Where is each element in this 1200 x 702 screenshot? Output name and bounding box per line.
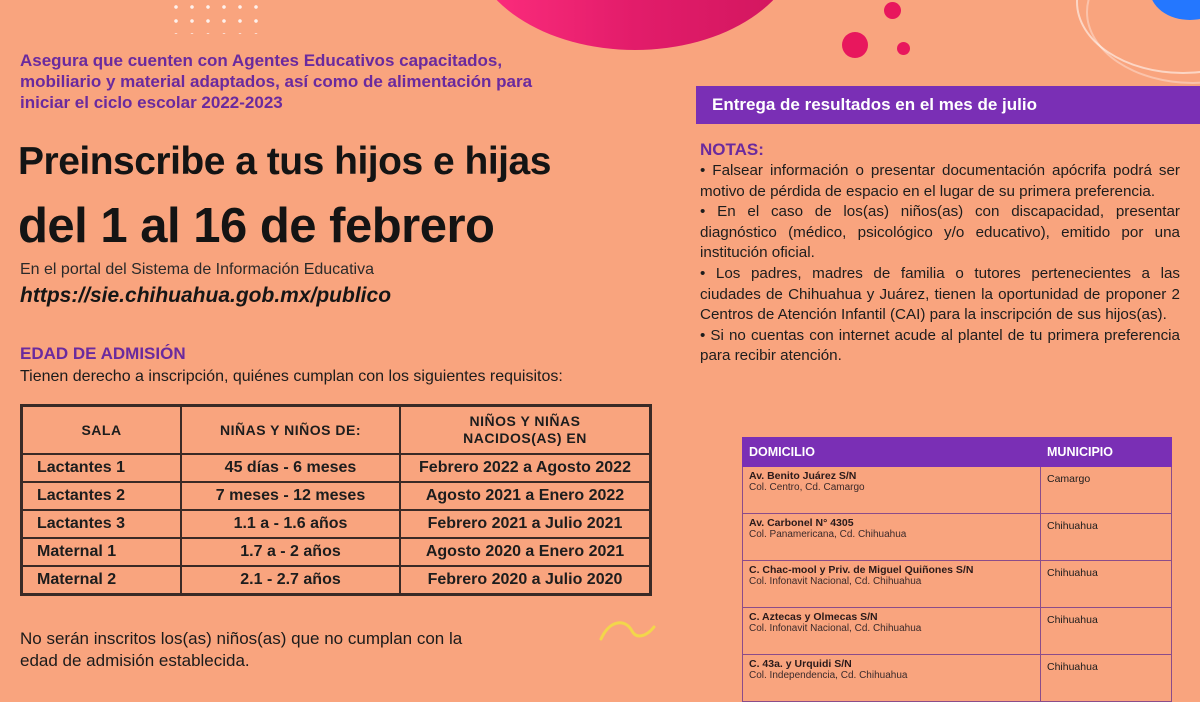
- table-row: [743, 514, 1172, 561]
- dot-grid-decoration: [168, 0, 258, 34]
- pink-dot-decoration: [897, 42, 910, 55]
- admission-note: [20, 628, 580, 672]
- cell-domicilio: [743, 514, 1041, 561]
- admission-title: EDAD DE ADMISIÓN: [20, 344, 186, 363]
- table-row: [22, 566, 651, 595]
- cell-edad: 45 días - 6 meses: [181, 454, 400, 482]
- table-row: [743, 561, 1172, 608]
- cell-sala: Lactantes 1: [22, 454, 182, 482]
- cell-nacidos: Febrero 2022 a Agosto 2022: [400, 454, 651, 482]
- admission-note-line: No serán inscritos los(as) niños(as) que no cumplan con la: [20, 629, 463, 648]
- cell-edad: 1.1 a - 1.6 años: [181, 510, 400, 538]
- admission-table: [20, 404, 652, 596]
- cell-domicilio: [743, 561, 1041, 608]
- table-row: [22, 538, 651, 566]
- cell-nacidos: Agosto 2021 a Enero 2022: [400, 482, 651, 510]
- admission-note-line: edad de admisión establecida.: [20, 651, 250, 670]
- cell-sala: Maternal 1: [22, 538, 182, 566]
- header-sala: SALA: [22, 406, 182, 455]
- address-colonia: Col. Infonavit Nacional, Cd. Chihuahua: [749, 623, 922, 634]
- cell-nacidos: Agosto 2020 a Enero 2021: [400, 538, 651, 566]
- header-nacidos: NIÑOS Y NIÑAS NACIDOS(AS) EN: [400, 406, 651, 455]
- address-street: Av. Carbonel N° 4305: [749, 517, 854, 529]
- cell-domicilio: [743, 467, 1041, 514]
- nota-item: • En el caso de los(as) niños(as) con discapacidad, presentar diagnóstico (médico, psicológico y/o educativo), emitido por una institución oficial.: [700, 203, 1180, 262]
- header-municipio: MUNICIPIO: [1041, 438, 1172, 467]
- address-colonia: Col. Centro, Cd. Camargo: [749, 482, 865, 493]
- ring-decoration: [1086, 0, 1200, 84]
- table-row: [22, 482, 651, 510]
- table-row: [743, 655, 1172, 702]
- intro-text: [20, 50, 660, 113]
- blue-blob-decoration: [1150, 0, 1200, 20]
- table-header-row: [743, 438, 1172, 467]
- address-street: C. Chac-mool y Priv. de Miguel Quiñones S/N: [749, 564, 974, 576]
- cell-nacidos: Febrero 2020 a Julio 2020: [400, 566, 651, 595]
- cell-edad: 2.1 - 2.7 años: [181, 566, 400, 595]
- cell-sala: Lactantes 2: [22, 482, 182, 510]
- address-street: Av. Benito Juárez S/N: [749, 470, 857, 482]
- cell-sala: Maternal 2: [22, 566, 182, 595]
- admission-subtitle: Tienen derecho a inscripción, quiénes cumplan con los siguientes requisitos:: [20, 368, 563, 385]
- cell-edad: 7 meses - 12 meses: [181, 482, 400, 510]
- nota-item: • Si no cuentas con internet acude al plantel de tu primera preferencia para recibir atención.: [700, 326, 1180, 365]
- notas-list: [700, 161, 1180, 367]
- intro-line: iniciar el ciclo escolar 2022-2023: [20, 93, 283, 112]
- cell-municipio: Chihuahua: [1041, 608, 1172, 655]
- cell-domicilio: [743, 608, 1041, 655]
- ring-decoration: [1076, 0, 1200, 74]
- address-street: C. Aztecas y Olmecas S/N: [749, 611, 878, 623]
- cell-municipio: Chihuahua: [1041, 561, 1172, 608]
- table-row: [22, 454, 651, 482]
- header-domicilio: DOMICILIO: [743, 438, 1041, 467]
- address-colonia: Col. Panamericana, Cd. Chihuahua: [749, 529, 907, 540]
- pink-dot-decoration: [842, 32, 868, 58]
- intro-line: mobiliario y material adaptados, así como de alimentación para: [20, 72, 533, 91]
- cell-domicilio: [743, 655, 1041, 702]
- domicilios-table: [742, 437, 1172, 702]
- cell-municipio: Chihuahua: [1041, 655, 1172, 702]
- portal-text: En el portal del Sistema de Información Educativa: [20, 261, 374, 278]
- pink-dot-decoration: [884, 2, 901, 19]
- notas-title: NOTAS:: [700, 140, 764, 159]
- results-bar: Entrega de resultados en el mes de julio: [696, 86, 1200, 124]
- address-colonia: Col. Infonavit Nacional, Cd. Chihuahua: [749, 576, 922, 587]
- nota-item: • Falsear información o presentar documentación apócrifa podrá ser motivo de pérdida de espacio en el lugar de su primera preferencia.: [700, 162, 1180, 200]
- cell-sala: Lactantes 3: [22, 510, 182, 538]
- table-header-row: [22, 406, 651, 455]
- table-row: [22, 510, 651, 538]
- portal-url-link[interactable]: https://sie.chihuahua.gob.mx/publico: [20, 284, 392, 307]
- cell-municipio: Chihuahua: [1041, 514, 1172, 561]
- cell-municipio: Camargo: [1041, 467, 1172, 514]
- cell-edad: 1.7 a - 2 años: [181, 538, 400, 566]
- table-row: [743, 467, 1172, 514]
- table-row: [743, 608, 1172, 655]
- address-colonia: Col. Independencia, Cd. Chihuahua: [749, 670, 908, 681]
- cell-nacidos: Febrero 2021 a Julio 2021: [400, 510, 651, 538]
- intro-line: Asegura que cuenten con Agentes Educativos capacitados,: [20, 51, 503, 70]
- nota-item: • Los padres, madres de familia o tutores pertenecientes a las ciudades de Chihuahua y Juárez, tienen la oportunidad de proponer 2 Centros de Atención Infantil (CAI) para la inscripción de sus hijos(as).: [700, 264, 1180, 324]
- squiggle-decoration: [598, 617, 658, 647]
- header-edad: NIÑAS Y NIÑOS DE:: [181, 406, 400, 455]
- magenta-blob-decoration: [470, 0, 800, 50]
- headline-line-1: Preinscribe a tus hijos e hijas: [18, 140, 551, 183]
- address-street: C. 43a. y Urquidi S/N: [749, 658, 852, 670]
- headline-line-2: del 1 al 16 de febrero: [18, 199, 495, 253]
